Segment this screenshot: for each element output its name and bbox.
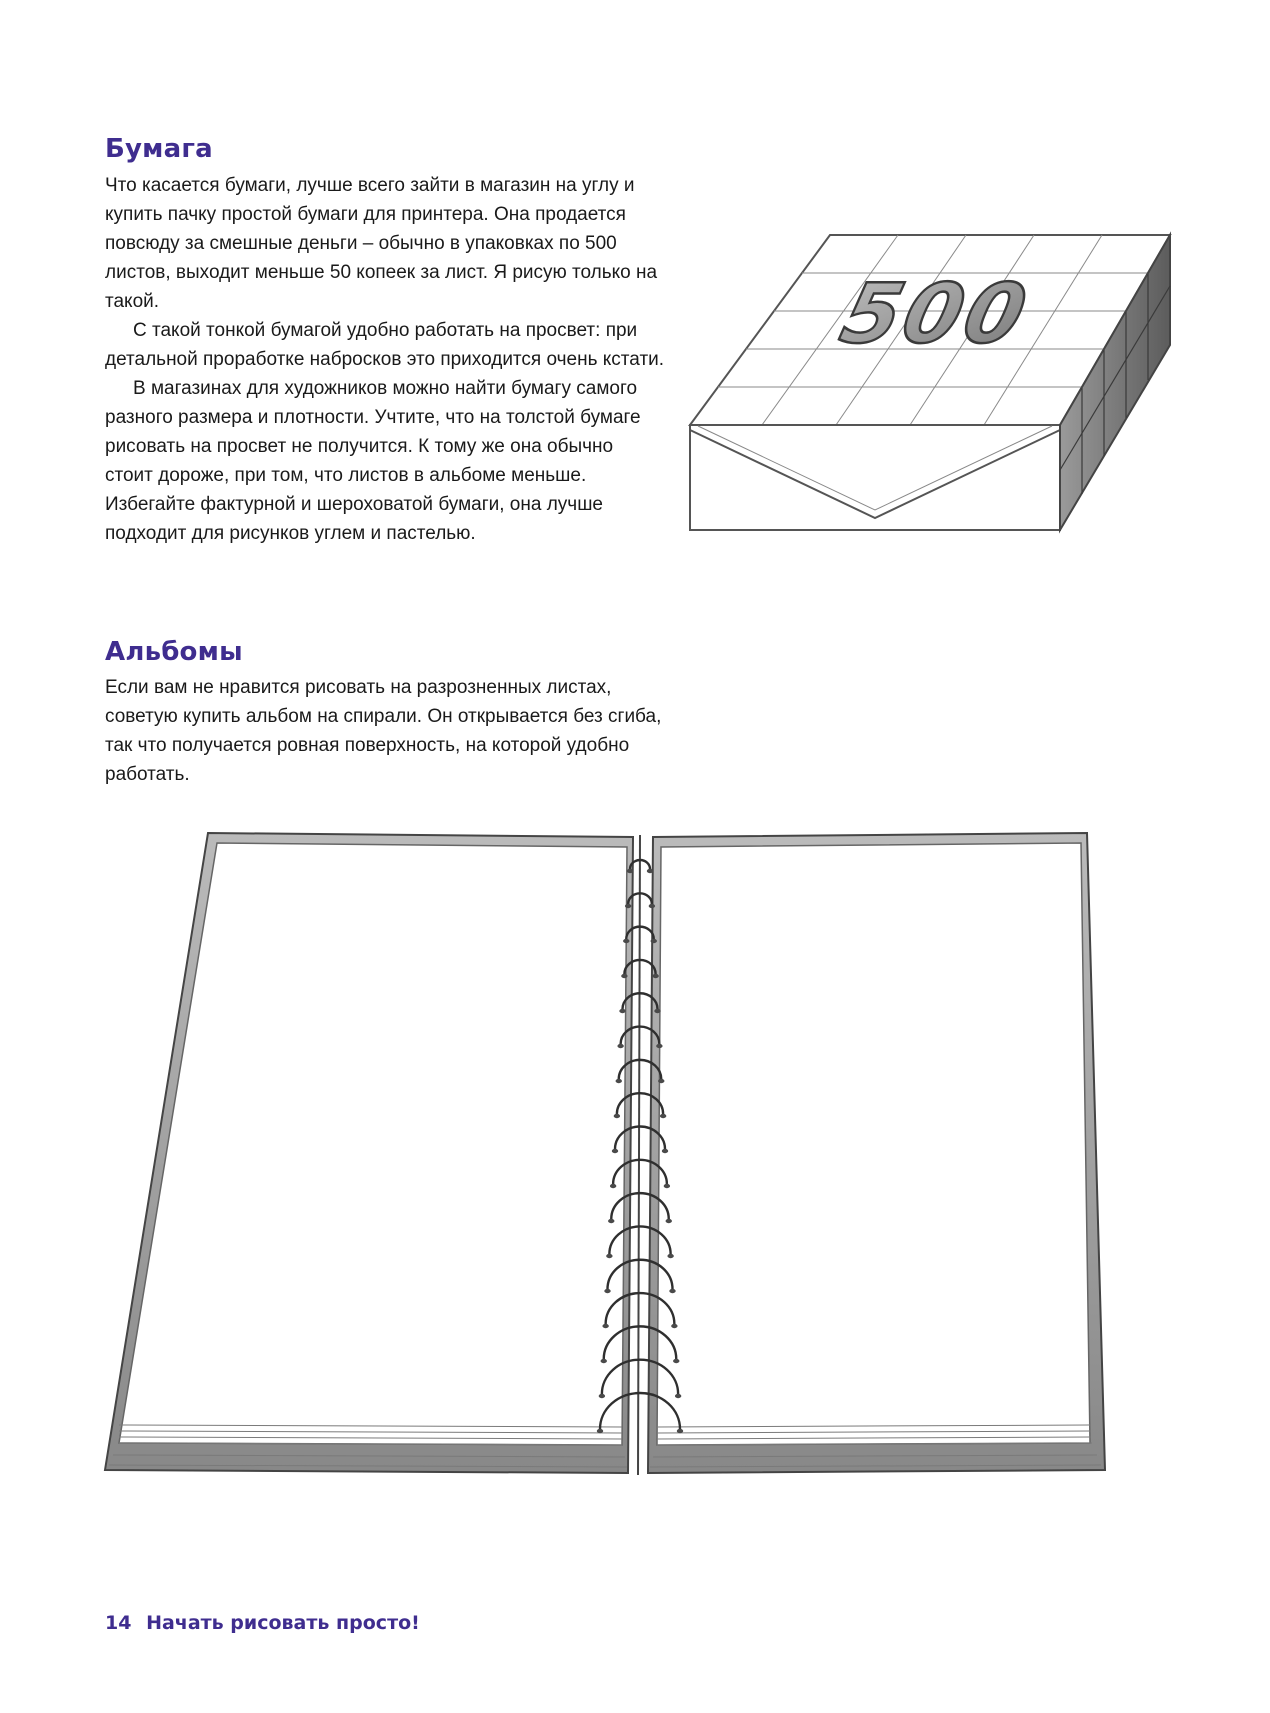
heading-albums: Альбомы [105, 637, 243, 667]
spiral-hole [604, 1289, 610, 1293]
spiral-hole [621, 974, 627, 978]
paper-pack-count-label: 500 [832, 266, 1040, 362]
spiral-hole [662, 1149, 668, 1153]
spiral-hole [666, 1219, 672, 1223]
spiral-hole [599, 1394, 605, 1398]
spiral-hole [677, 1429, 683, 1433]
spiral-hole [660, 1114, 666, 1118]
spiral-hole [601, 1359, 607, 1363]
spiral-hole [673, 1359, 679, 1363]
spiral-hole [614, 1114, 620, 1118]
spiral-hole [627, 869, 633, 873]
spiral-hole [608, 1219, 614, 1223]
paragraph: В магазинах для художников можно найти бумагу самого разного размера и плотности. Учтите, что на толстой бумаге рисовать на просвет не получится. К тому же она обычно стоит дороже, при том, что листов в альбоме меньше. Избегайте фактурной и шероховатой бумаги, она лучше подходит для рисунков углем и пастелью. [105, 378, 641, 544]
paragraph: С такой тонкой бумагой удобно работать на просвет: при детальной проработке набросков это приходится очень кстати. [105, 320, 665, 370]
spiral-hole [612, 1149, 618, 1153]
spiral-hole [625, 904, 631, 908]
paragraph: Если вам не нравится рисовать на разрозненных листах, советую купить альбом на спирали. Он открывается без сгиба, так что получается ровная поверхность, на которой удобно работать. [105, 677, 662, 785]
spiral-hole [610, 1184, 616, 1188]
spiral-hole [651, 939, 657, 943]
section-paper [105, 134, 665, 548]
spiral-hole [602, 1324, 608, 1328]
paper-pack-illustration [690, 230, 1170, 550]
book-title: Начать рисовать просто! [146, 1612, 420, 1634]
page-footer [105, 1612, 420, 1634]
spiral-hole [664, 1184, 670, 1188]
spiral-hole [623, 939, 629, 943]
spiral-hole [654, 1009, 660, 1013]
spiral-hole [658, 1079, 664, 1083]
spiral-sketchbook-illustration [105, 825, 1245, 1485]
section-albums [105, 637, 685, 789]
paragraph: Что касается бумаги, лучше всего зайти в магазин на углу и купить пачку простой бумаги для принтера. Она продается повсюду за смешные деньги – обычно в упаковках по 500 листов, выходит меньше 50 копеек за лист. Я рисую только на такой. [105, 175, 658, 312]
spiral-hole [667, 1254, 673, 1258]
spiral-hole [616, 1079, 622, 1083]
spiral-hole [619, 1009, 625, 1013]
spiral-hole [675, 1394, 681, 1398]
spiral-hole [656, 1044, 662, 1048]
spiral-hole [652, 974, 658, 978]
spiral-hole [647, 869, 653, 873]
heading-paper: Бумага [105, 134, 213, 164]
spiral-hole [597, 1429, 603, 1433]
spiral-hole [649, 904, 655, 908]
spiral-hole [671, 1324, 677, 1328]
page-number: 14 [105, 1612, 132, 1634]
spiral-hole [617, 1044, 623, 1048]
spiral-hole [606, 1254, 612, 1258]
spiral-hole [669, 1289, 675, 1293]
